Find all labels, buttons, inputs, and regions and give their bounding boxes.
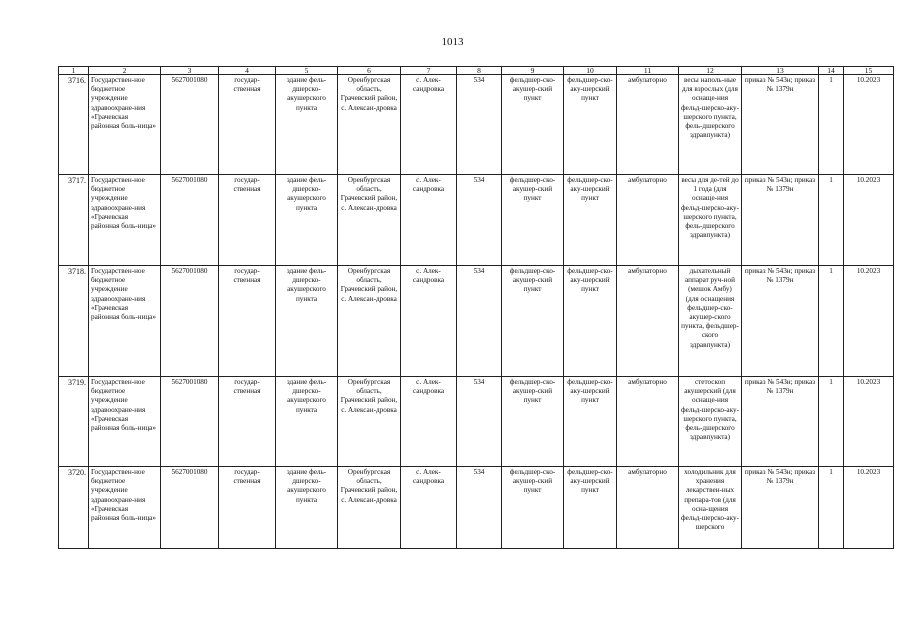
page-number: 1013 — [441, 36, 464, 48]
order-cell: приказ № 543н; приказ № 1379н — [742, 75, 819, 175]
equipment-cell: весы наполь-ные для взрослых (для оснаще-ния фельд-шерско-аку-шерского пункта, фель-дшерского здравпункта) — [679, 75, 742, 175]
unit-cell: фельдшер-ско-аку-шерский пункт — [564, 377, 617, 467]
header-cell: 15 — [844, 67, 894, 75]
settlement-cell: с. Алек-сандровка — [401, 377, 457, 467]
header-row — [59, 67, 894, 75]
row-number: 3716. — [59, 75, 89, 175]
region-cell: Оренбургская область, Грачевский район, с. Алексан-дровка — [338, 266, 401, 377]
code-cell: 534 — [457, 467, 502, 549]
settlement-cell: с. Алек-сандровка — [401, 175, 457, 266]
code-cell: 534 — [457, 266, 502, 377]
inn-cell: 5627001080 — [161, 266, 219, 377]
header-cell: 1 — [59, 67, 89, 75]
header-cell: 14 — [819, 67, 844, 75]
quantity-cell: 1 — [819, 75, 844, 175]
facility-cell: фельдшер-ско-акушер-ский пункт — [502, 175, 564, 266]
row-number: 3717. — [59, 175, 89, 266]
table-row — [59, 175, 894, 266]
facility-cell: фельдшер-ско-акушер-ский пункт — [502, 377, 564, 467]
quantity-cell: 1 — [819, 175, 844, 266]
region-cell: Оренбургская область, Грачевский район, с. Алексан-дровка — [338, 75, 401, 175]
header-cell: 6 — [338, 67, 401, 75]
date-cell: 10.2023 — [844, 467, 894, 549]
care-type-cell: амбулаторно — [617, 266, 679, 377]
ownership-cell: государ-ственная — [219, 467, 276, 549]
settlement-cell: с. Алек-сандровка — [401, 75, 457, 175]
unit-cell: фельдшер-ско-аку-шерский пункт — [564, 266, 617, 377]
building-cell: здание фель-дшерско-акушерского пункта — [276, 467, 338, 549]
ownership-cell: государ-ственная — [219, 75, 276, 175]
quantity-cell: 1 — [819, 467, 844, 549]
equipment-cell: весы для де-тей до 1 года (для оснаще-ния фельд-шерско-аку-шерского пункта, фель-дшерского здравпункта) — [679, 175, 742, 266]
organization-cell: Государствен-ное бюджетное учреждение здравоохране-ния «Грачевская районная боль-ница» — [89, 75, 161, 175]
organization-cell: Государствен-ное бюджетное учреждение здравоохране-ния «Грачевская районная боль-ница» — [89, 467, 161, 549]
ownership-cell: государ-ственная — [219, 266, 276, 377]
unit-cell: фельдшер-ско-аку-шерский пункт — [564, 75, 617, 175]
unit-cell: фельдшер-ско-аку-шерский пункт — [564, 467, 617, 549]
order-cell: приказ № 543н; приказ № 1379н — [742, 377, 819, 467]
header-cell: 7 — [401, 67, 457, 75]
facility-cell: фельдшер-ско-акушер-ский пункт — [502, 75, 564, 175]
row-number: 3720. — [59, 467, 89, 549]
code-cell: 534 — [457, 75, 502, 175]
care-type-cell: амбулаторно — [617, 175, 679, 266]
header-cell: 3 — [161, 67, 219, 75]
order-cell: приказ № 543н; приказ № 1379н — [742, 175, 819, 266]
header-cell: 12 — [679, 67, 742, 75]
code-cell: 534 — [457, 175, 502, 266]
header-cell: 4 — [219, 67, 276, 75]
building-cell: здание фель-дшерско-акушерского пункта — [276, 266, 338, 377]
equipment-cell: дыхательный аппарат руч-ной (мешок Амбу) (для оснащения фельдшер-ско-акушер-ского пункта, фельдшер-ского здравпункта) — [679, 266, 742, 377]
register-table — [58, 66, 894, 549]
building-cell: здание фель-дшерско-акушерского пункта — [276, 175, 338, 266]
header-cell: 2 — [89, 67, 161, 75]
unit-cell: фельдшер-ско-аку-шерский пункт — [564, 175, 617, 266]
table-row — [59, 266, 894, 377]
ownership-cell: государ-ственная — [219, 175, 276, 266]
date-cell: 10.2023 — [844, 75, 894, 175]
header-cell: 11 — [617, 67, 679, 75]
quantity-cell: 1 — [819, 266, 844, 377]
ownership-cell: государ-ственная — [219, 377, 276, 467]
care-type-cell: амбулаторно — [617, 467, 679, 549]
order-cell: приказ № 543н; приказ № 1379н — [742, 266, 819, 377]
order-cell: приказ № 543н; приказ № 1379н — [742, 467, 819, 549]
region-cell: Оренбургская область, Грачевский район, с. Алексан-дровка — [338, 377, 401, 467]
table-row — [59, 377, 894, 467]
facility-cell: фельдшер-ско-акушер-ский пункт — [502, 266, 564, 377]
header-cell: 5 — [276, 67, 338, 75]
care-type-cell: амбулаторно — [617, 75, 679, 175]
row-number: 3719. — [59, 377, 89, 467]
organization-cell: Государствен-ное бюджетное учреждение здравоохране-ния «Грачевская районная боль-ница» — [89, 377, 161, 467]
table-row — [59, 467, 894, 549]
equipment-cell: стетоскоп акушерский (для оснаще-ния фельд-шерско-аку-шерского пункта, фель-дшерского здравпункта) — [679, 377, 742, 467]
equipment-cell: холодильник для хранения лекарствен-ных препара-тов (для осна-щения фельд-шерско-аку-шерского — [679, 467, 742, 549]
facility-cell: фельдшер-ско-акушер-ский пункт — [502, 467, 564, 549]
inn-cell: 5627001080 — [161, 467, 219, 549]
care-type-cell: амбулаторно — [617, 377, 679, 467]
region-cell: Оренбургская область, Грачевский район, с. Алексан-дровка — [338, 175, 401, 266]
building-cell: здание фель-дшерско-акушерского пункта — [276, 75, 338, 175]
inn-cell: 5627001080 — [161, 377, 219, 467]
date-cell: 10.2023 — [844, 175, 894, 266]
quantity-cell: 1 — [819, 377, 844, 467]
header-cell: 9 — [502, 67, 564, 75]
building-cell: здание фель-дшерско-акушерского пункта — [276, 377, 338, 467]
row-number: 3718. — [59, 266, 89, 377]
inn-cell: 5627001080 — [161, 75, 219, 175]
header-cell: 10 — [564, 67, 617, 75]
inn-cell: 5627001080 — [161, 175, 219, 266]
organization-cell: Государствен-ное бюджетное учреждение здравоохране-ния «Грачевская районная боль-ница» — [89, 266, 161, 377]
table-row — [59, 75, 894, 175]
code-cell: 534 — [457, 377, 502, 467]
date-cell: 10.2023 — [844, 377, 894, 467]
header-cell: 8 — [457, 67, 502, 75]
header-cell: 13 — [742, 67, 819, 75]
settlement-cell: с. Алек-сандровка — [401, 266, 457, 377]
region-cell: Оренбургская область, Грачевский район, с. Алексан-дровка — [338, 467, 401, 549]
organization-cell: Государствен-ное бюджетное учреждение здравоохране-ния «Грачевская районная боль-ница» — [89, 175, 161, 266]
date-cell: 10.2023 — [844, 266, 894, 377]
settlement-cell: с. Алек-сандровка — [401, 467, 457, 549]
